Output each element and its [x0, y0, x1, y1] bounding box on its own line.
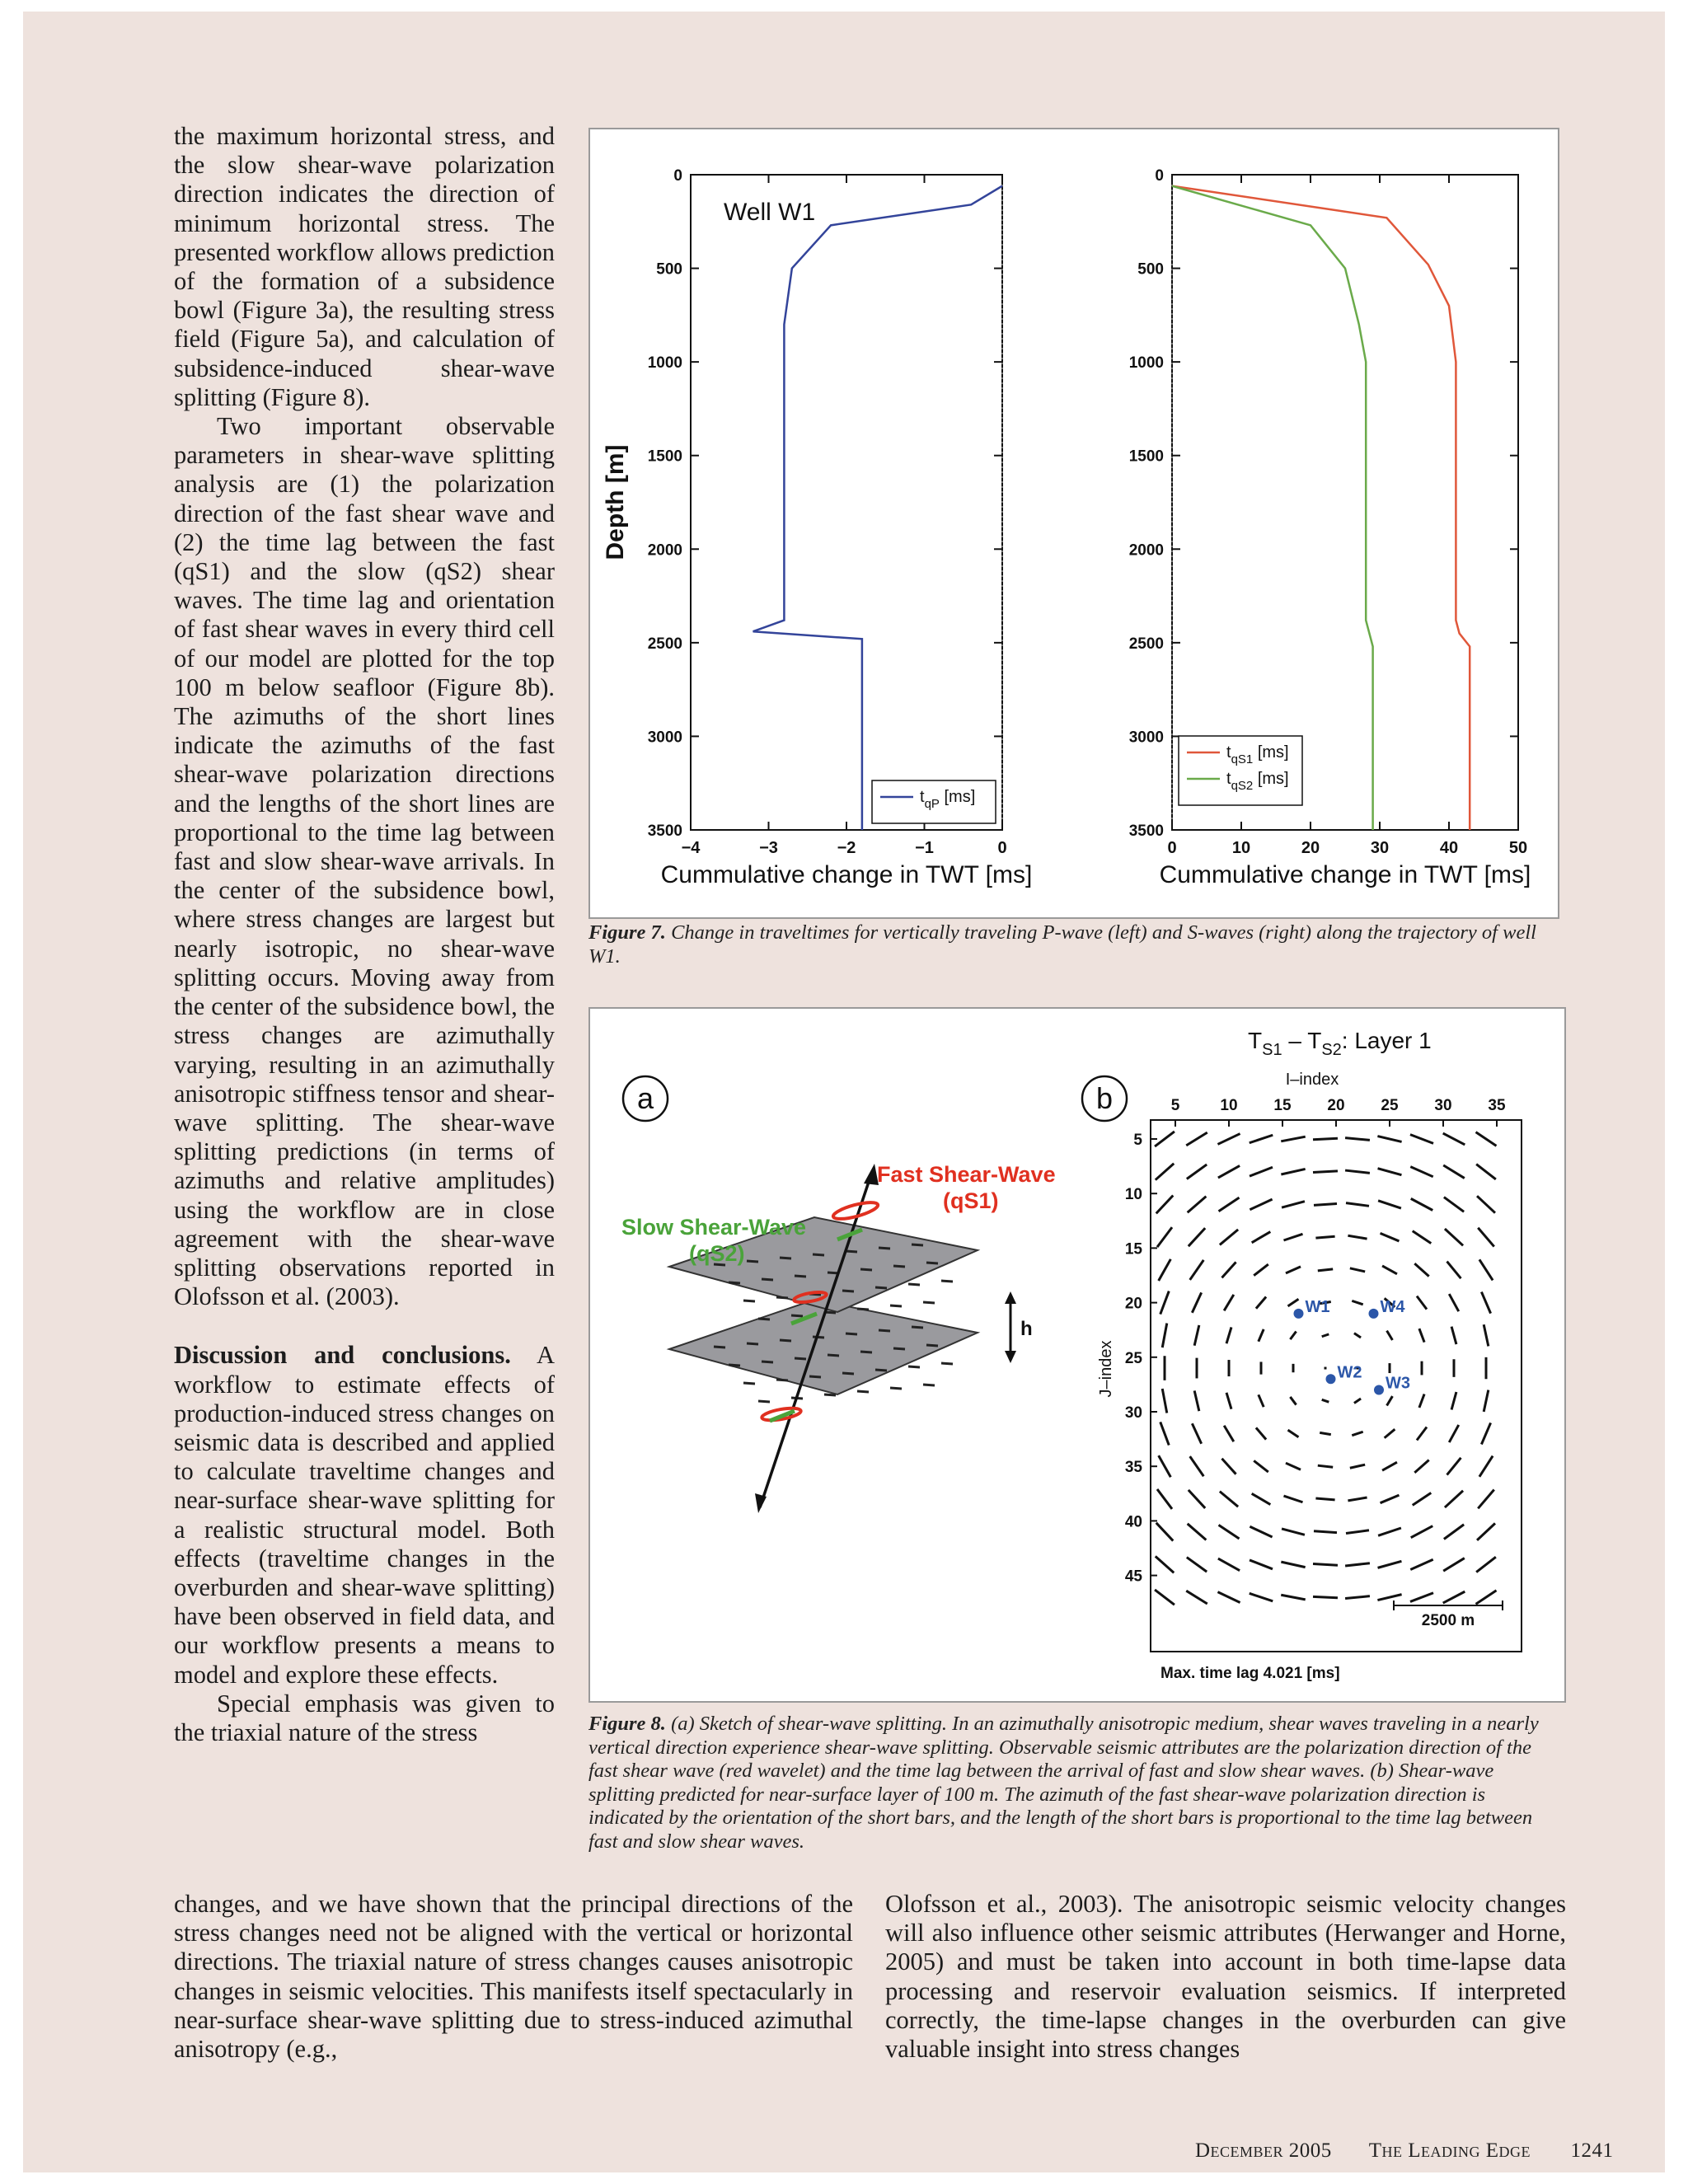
splitting-bar: [1318, 1269, 1333, 1271]
ray-arrow-tail: [755, 1493, 767, 1513]
dash-mark: [809, 1376, 821, 1377]
splitting-bar: [1315, 1498, 1334, 1500]
dash-mark: [795, 1358, 806, 1359]
y-tick-label: 30: [1124, 1404, 1142, 1422]
figure-7-caption: [588, 921, 1545, 968]
panel-b-label: b: [1095, 1081, 1114, 1115]
y-tick-label: 35: [1124, 1459, 1142, 1477]
dash-mark: [860, 1269, 872, 1270]
splitting-bar: [1313, 1138, 1338, 1139]
dash-mark: [780, 1340, 791, 1341]
panel-b-title: $T_{S1} - T_{S2}$: Layer 1: [1248, 1028, 1432, 1059]
x-tick-label: 5: [1170, 1097, 1180, 1114]
dash-mark: [875, 1370, 887, 1371]
text-column-bottom-left: [174, 1890, 853, 2064]
footer-page-number: 1241: [1570, 2139, 1614, 2162]
y-tick-label: 2000: [647, 541, 682, 560]
paragraph: Special emphasis was given to the triaxial nature of the stress: [174, 1689, 555, 1746]
well-marker-icon: [1374, 1385, 1384, 1395]
dash-mark: [908, 1284, 920, 1285]
dash-mark: [813, 1254, 824, 1255]
legend-entry: $t_{qS1}$ [ms]: [1226, 743, 1289, 766]
dash-mark: [908, 1366, 920, 1367]
legend-entry: $t_{qS2}$ [ms]: [1226, 770, 1289, 793]
fast-shear-wave-sublabel: (qS1): [943, 1188, 999, 1213]
plot-frame: [691, 175, 1002, 830]
figure-7: [588, 128, 1559, 919]
y-tick-label: 1000: [647, 354, 682, 373]
caption-label: Figure 7.: [588, 921, 666, 944]
panel-a: [621, 1076, 1056, 1513]
x-tick-label: 0: [1167, 839, 1177, 857]
x-tick-label: 35: [1488, 1097, 1506, 1114]
dash-mark: [926, 1345, 938, 1346]
page-footer: [1195, 2139, 1615, 2163]
paragraph: [174, 1341, 555, 1689]
y-tick-label: 40: [1124, 1513, 1142, 1531]
dash-mark: [729, 1365, 740, 1366]
dash-mark: [941, 1363, 953, 1364]
paragraph-text: A workflow to estimate effects of production-induced stress changes on seismic data is described and applied to calculate traveltime changes and near-surface shear-wave splitting for a realistic structural model. Both effects (traveltime changes in the overburden and shear-wave splitting) have been observed in field data, and our workflow presents a means to model and explore these effects.: [174, 1341, 556, 1689]
well-label: W1: [1305, 1297, 1330, 1316]
x-axis-label: Cummulative change in TWT [ms]: [1159, 861, 1531, 888]
caption-label: Figure 8.: [588, 1713, 666, 1735]
well-marker-icon: [1369, 1309, 1379, 1319]
y-tick-label: 3500: [1128, 823, 1164, 840]
y-tick-label: 3000: [647, 729, 682, 747]
x-tick-label: 10: [1231, 839, 1251, 857]
y-tick-label: 5: [1133, 1132, 1142, 1149]
y-tick-label: 1500: [1128, 448, 1164, 466]
dash-mark: [824, 1394, 836, 1395]
well-label: W3: [1386, 1374, 1410, 1393]
x-tick-label: −2: [837, 839, 856, 857]
text-column-left: [174, 122, 555, 1747]
splitting-bar: [1314, 1531, 1337, 1533]
legend: [1179, 736, 1302, 805]
chart-title: Well W1: [724, 199, 816, 226]
figure-7-plots: [590, 129, 1558, 917]
x-tick-label: 10: [1220, 1097, 1238, 1114]
legend: [872, 780, 996, 823]
dash-mark: [890, 1305, 902, 1306]
chart-panel-2: [1129, 167, 1531, 888]
splitting-bar: [1318, 1465, 1333, 1467]
y-tick-label: 1000: [1128, 354, 1164, 373]
y-tick-label: 1500: [647, 448, 682, 466]
well-marker-icon: [1326, 1374, 1336, 1384]
dash-mark: [875, 1287, 887, 1288]
y-tick-label: 3000: [1128, 729, 1164, 747]
dash-mark: [890, 1388, 902, 1389]
slow-shear-wave-sublabel: (qS2): [689, 1241, 745, 1266]
y-tick-label: 500: [1137, 260, 1164, 279]
dash-mark: [747, 1261, 758, 1262]
splitting-bar: [1313, 1596, 1338, 1597]
x-tick-label: 0: [997, 839, 1007, 857]
fast-shear-wave-label: Fast Shear-Wave: [877, 1162, 1056, 1187]
dash-mark: [743, 1383, 755, 1384]
splitting-bar: [1315, 1236, 1334, 1238]
dash-mark: [857, 1309, 869, 1310]
well-label: W2: [1337, 1363, 1362, 1382]
figure-8: [588, 1007, 1566, 1703]
y-tick-label: 0: [673, 167, 682, 185]
section-heading: Discussion and conclusions.: [174, 1341, 511, 1370]
x-tick-label: 15: [1273, 1097, 1292, 1114]
footer-journal: The Leading Edge: [1368, 2139, 1531, 2162]
dash-mark: [729, 1282, 740, 1283]
x-axis-label: Cummulative change in TWT [ms]: [660, 861, 1033, 888]
y-axis-label: Depth [m]: [602, 444, 629, 560]
y-tick-label: 2000: [1128, 541, 1164, 560]
panel-b: [1082, 1028, 1522, 1682]
dash-mark: [762, 1361, 773, 1362]
x-tick-label: 25: [1381, 1097, 1399, 1114]
panel-a-label: a: [636, 1081, 654, 1115]
slow-shear-wave-label: Slow Shear-Wave: [621, 1215, 807, 1240]
max-time-lag-label: Max. time lag 4.021 [ms]: [1160, 1665, 1340, 1682]
dash-mark: [893, 1348, 905, 1349]
caption-text: (a) Sketch of shear-wave splitting. In an azimuthally anisotropic medium, shear waves traveling in a nearly vertical direction experience shear-wave splitting. Observable seismic attributes are the polarization direction of the fast shear wave (red wavelet) and the time lag between the arrival of fast and slow shear waves. (b) Shear-wave splitting predicted for near-surface layer of 100 m. The azimuth of the fast shear-wave polarization direction is indicated by the orientation of the short bars, and the length of the short bars is proportional to the time lag between fast and slow shear waves.: [588, 1713, 1539, 1853]
dash-mark: [813, 1337, 824, 1338]
x-tick-label: 20: [1327, 1097, 1345, 1114]
x-axis-label: I–index: [1285, 1071, 1339, 1089]
dash-mark: [795, 1276, 806, 1277]
figure-8-graphic: [590, 1009, 1564, 1701]
y-tick-label: 500: [656, 260, 682, 279]
dash-mark: [912, 1244, 923, 1245]
y-tick-label: 45: [1124, 1568, 1142, 1586]
dash-mark: [846, 1333, 857, 1334]
x-tick-label: 50: [1508, 839, 1528, 857]
text-column-bottom-right: [885, 1890, 1566, 2064]
y-tick-label: 15: [1124, 1240, 1142, 1258]
paragraph: Olofsson et al., 2003). The anisotropic seismic velocity changes will also influence other seismic attributes (Herwanger and Horne, 2005) and must be taken into account in both time-lapse data processing and reservoir evaluation seismics. If interpreted correctly, the time-lapse changes in the overburden can give valuable insight into stress changes: [885, 1890, 1566, 2064]
paragraph: Two important observable parameters in shear-wave splitting analysis are (1) the polarization direction of the fast shear wave and (2) the time lag between the fast (qS1) and the slow (qS2) shear waves. The time lag and orientation of fast shear waves in every third cell of our model are plotted for the top 100 m below seafloor (Figure 8b). The azimuths of the short lines indicate the azimuths of the fast shear-wave polarization directions and the lengths of the short lines are proportional to the time lag between fast and slow shear-wave arrivals. In the center of the subsidence bowl, where stress changes are largest but nearly isotropic, no shear-wave splitting occurs. Moving away from the center of the subsidence bowl, the stress changes are azimuthally varying, resulting in an azimuthally anisotropic stiffness tensor and shear-wave splitting. The shear-wave splitting predictions (in terms of azimuths and relative amplitudes) using the workflow are in close agreement with the shear-wave splitting observations reported in Olofsson et al. (2003).: [174, 412, 555, 1311]
dash-mark: [758, 1401, 770, 1402]
x-tick-label: 30: [1370, 839, 1390, 857]
legend-entry: $t_{qP}$ [ms]: [920, 788, 976, 811]
x-tick-label: −4: [681, 839, 701, 857]
dash-mark: [912, 1327, 923, 1328]
dash-mark: [941, 1281, 953, 1282]
y-tick-label: 10: [1124, 1186, 1142, 1204]
h-label: h: [1020, 1318, 1033, 1340]
chart-panel-1: [602, 167, 1032, 888]
x-tick-label: 40: [1439, 839, 1459, 857]
dash-mark: [893, 1266, 905, 1267]
dash-mark: [791, 1315, 803, 1316]
y-tick-label: 3500: [647, 823, 682, 840]
splitting-bar: [1313, 1171, 1338, 1173]
h-arrow-bottom: [1005, 1351, 1016, 1363]
dash-mark: [762, 1279, 773, 1280]
h-arrow-top: [1005, 1291, 1016, 1304]
x-tick-label: 30: [1434, 1097, 1452, 1114]
well-marker-icon: [1294, 1309, 1304, 1319]
dash-mark: [879, 1248, 890, 1249]
dash-mark: [842, 1373, 854, 1374]
y-axis-label: J–index: [1097, 1340, 1115, 1398]
paragraph: the maximum horizontal stress, and the slow shear-wave polarization direction indicates the direction of minimum horizontal stress. The presented workflow allows prediction of the formation of a subsidence bowl (Figure 3a), the resulting stress field (Figure 5a), and calculation of subsidence-induced shear-wave splitting (Figure 8).: [174, 122, 555, 411]
x-tick-label: −3: [759, 839, 778, 857]
dash-mark: [747, 1343, 758, 1344]
y-tick-label: 20: [1124, 1295, 1142, 1313]
dash-mark: [828, 1355, 839, 1356]
splitting-bar: [1314, 1204, 1337, 1206]
footer-date: December 2005: [1195, 2139, 1332, 2162]
dash-mark: [923, 1302, 935, 1303]
scale-bar-label: 2500 m: [1421, 1612, 1475, 1629]
figure-8-caption: [588, 1713, 1561, 1854]
splitting-bar: [1313, 1564, 1338, 1566]
dash-mark: [776, 1297, 788, 1298]
y-tick-label: 2500: [647, 635, 682, 653]
well-label: W4: [1380, 1297, 1405, 1316]
x-tick-label: 20: [1301, 839, 1320, 857]
paragraph: changes, and we have shown that the principal directions of the stress changes need not be aligned with the vertical or horizontal directions. The triaxial nature of stress changes causes anisotropic changes in seismic velocities. This manifests itself spectacularly in near-surface shear-wave splitting due to stress-induced azimuthal anisotropy (e.g.,: [174, 1890, 853, 2064]
y-tick-label: 2500: [1128, 635, 1164, 653]
y-tick-label: 25: [1124, 1349, 1142, 1367]
dash-mark: [879, 1330, 890, 1331]
x-tick-label: −1: [915, 839, 934, 857]
dash-mark: [857, 1391, 869, 1392]
y-tick-label: 0: [1155, 167, 1164, 185]
dash-mark: [846, 1251, 857, 1252]
caption-text: Change in traveltimes for vertically traveling P-wave (left) and S-waves (right) along the trajectory of well W1.: [588, 921, 1536, 968]
plot-frame: [1172, 175, 1518, 830]
